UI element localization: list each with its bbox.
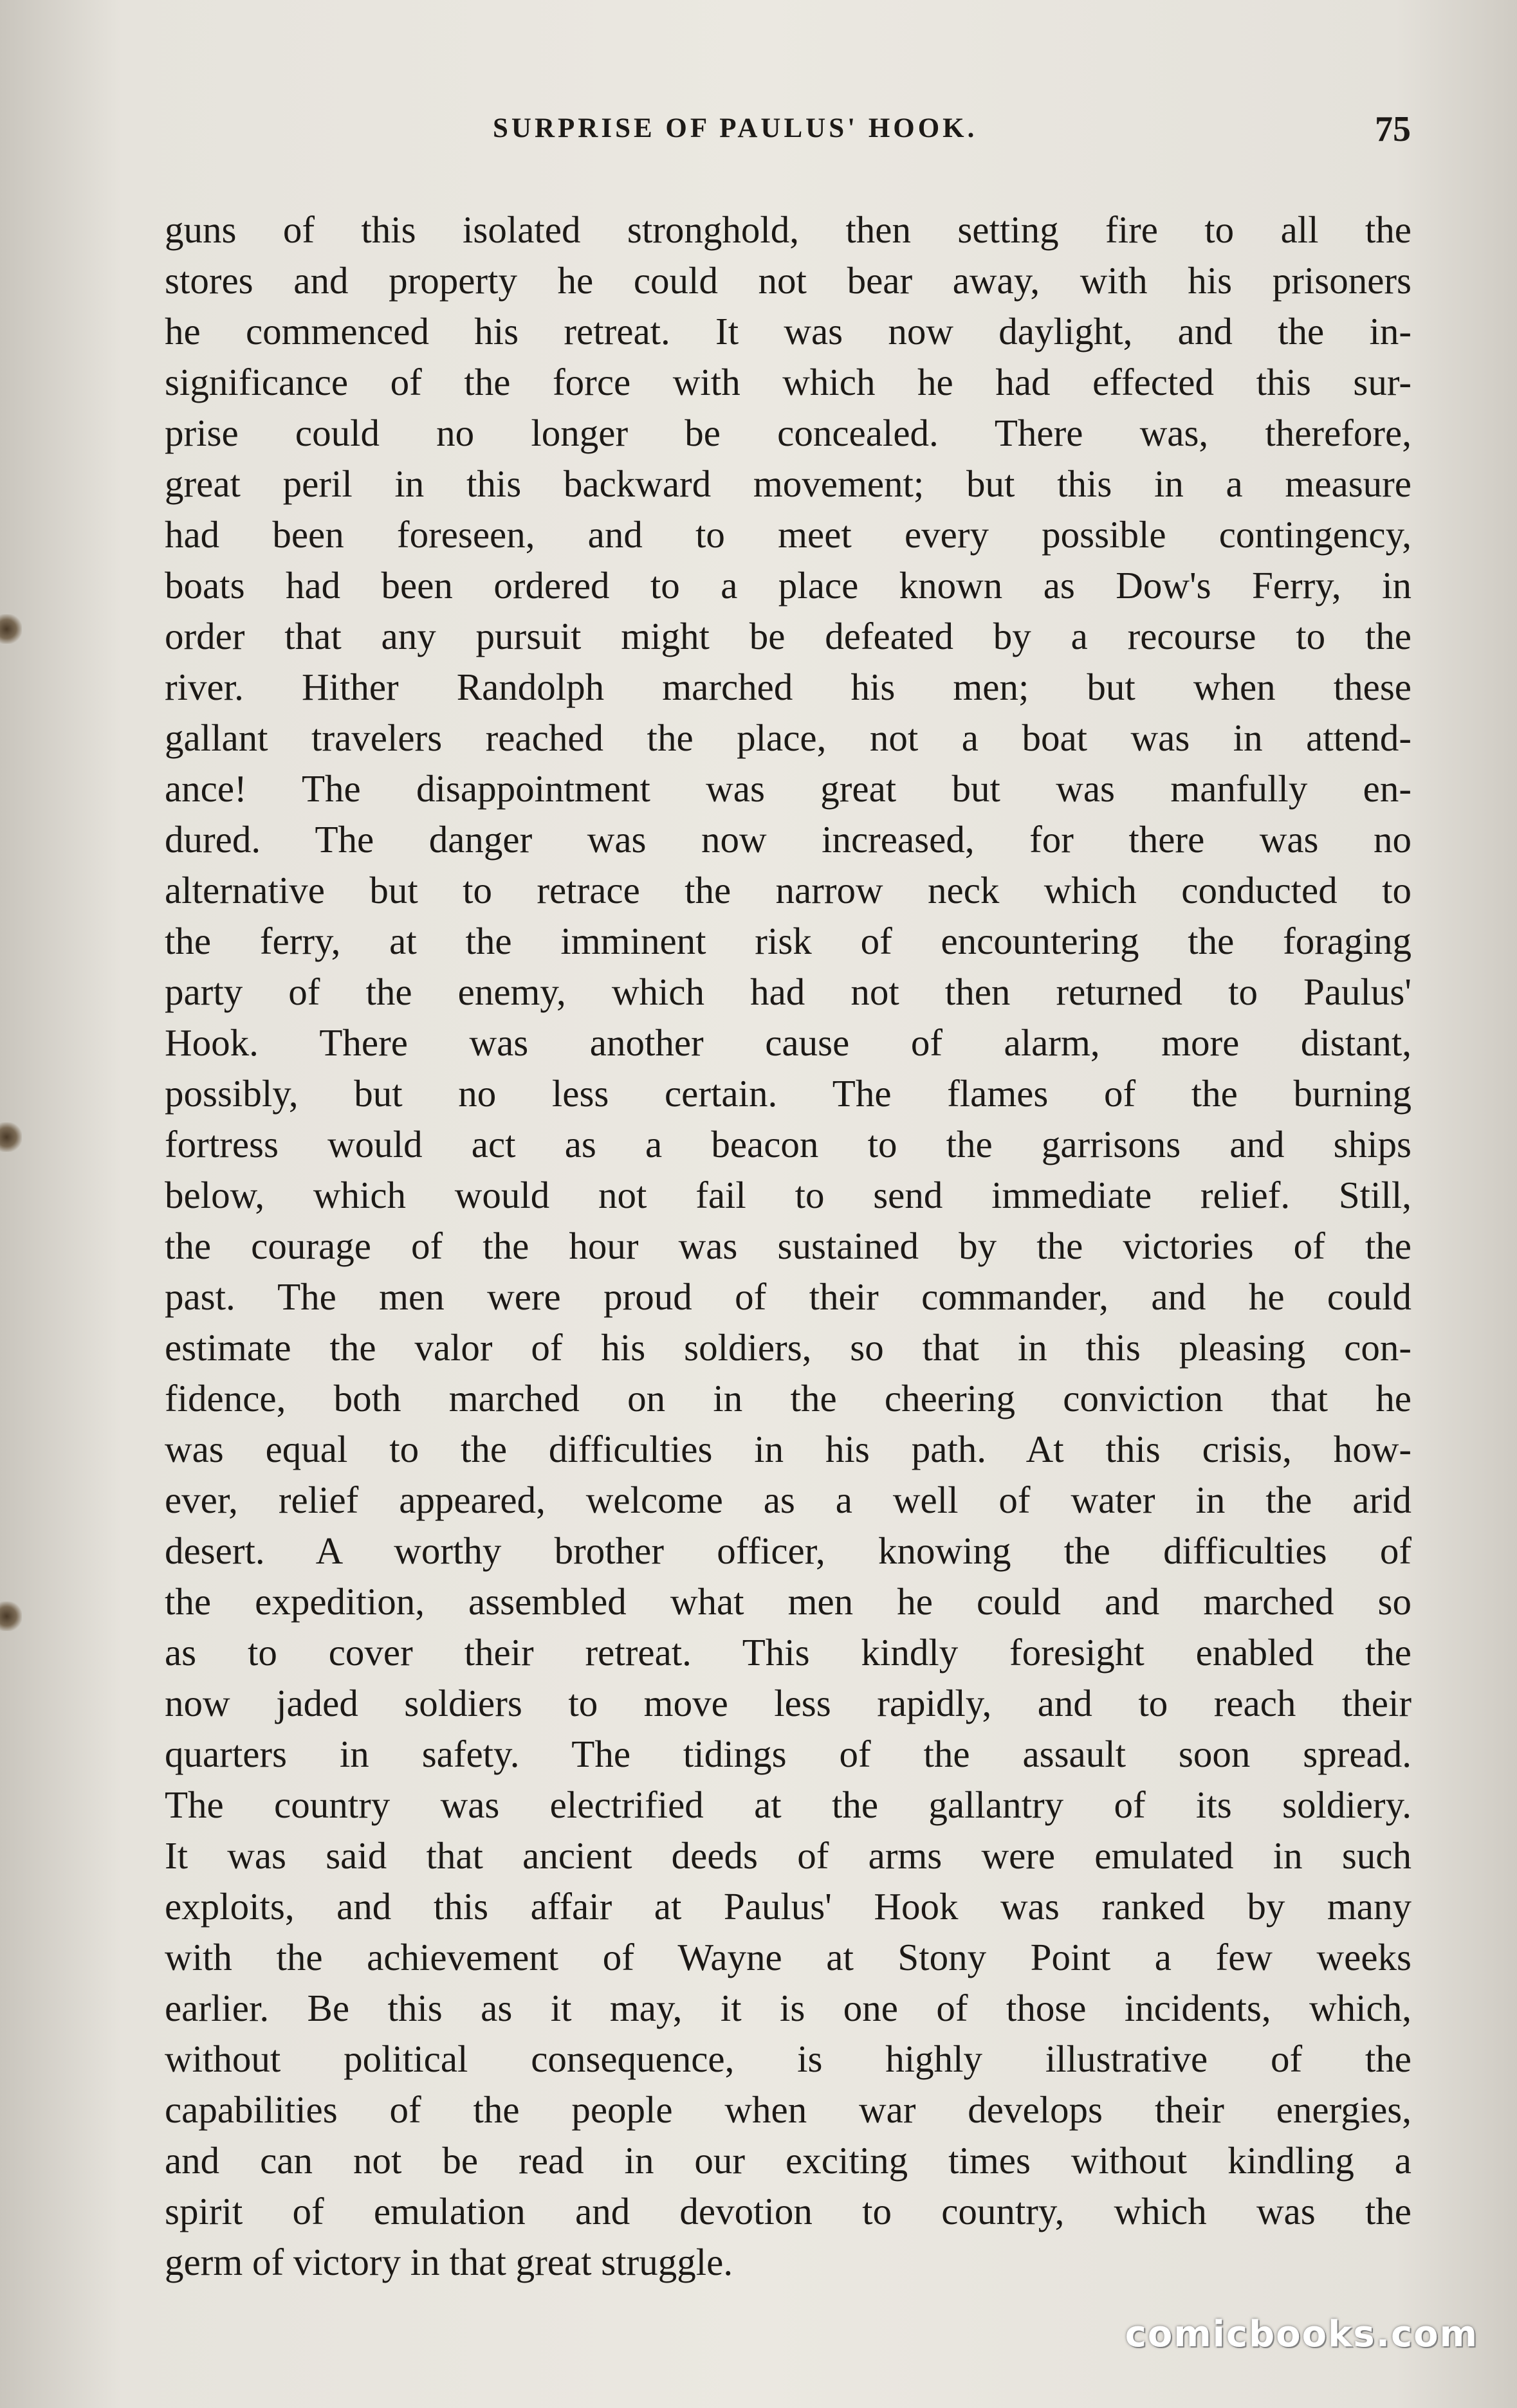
binding-hole	[0, 1122, 22, 1152]
text-line: The country was electrified at the gallantry of its soldiery.	[165, 1783, 1411, 1826]
text-line: was equal to the difficulties in his path. At this crisis, how-	[165, 1428, 1411, 1470]
text-line: the courage of the hour was sustained by the victories of the	[165, 1225, 1411, 1267]
text-line: possibly, but no less certain. The flames of the burning	[165, 1072, 1411, 1115]
text-line: guns of this isolated stronghold, then setting fire to all the	[165, 208, 1411, 251]
text-line: fortress would act as a beacon to the garrisons and ships	[165, 1123, 1411, 1165]
text-line: alternative but to retrace the narrow neck which conducted to	[165, 869, 1411, 911]
text-line: quarters in safety. The tidings of the assault soon spread.	[165, 1733, 1411, 1775]
text-line: below, which would not fail to send immediate relief. Still,	[165, 1174, 1411, 1216]
text-line: fidence, both marched on in the cheering conviction that he	[165, 1377, 1411, 1419]
watermark-logo: comicbooks.com	[1125, 2313, 1478, 2355]
text-line: without political consequence, is highly illustrative of the	[165, 2038, 1411, 2080]
text-line: stores and property he could not bear away, with his prisoners	[165, 259, 1411, 302]
text-line: earlier. Be this as it may, it is one of those incidents, which,	[165, 1987, 1411, 2029]
running-title: SURPRISE OF PAULUS' HOOK.	[493, 113, 978, 143]
binding-hole	[0, 614, 22, 644]
page-number: 75	[1375, 109, 1411, 149]
text-line: party of the enemy, which had not then returned to Paulus'	[165, 971, 1411, 1013]
text-line: Hook. There was another cause of alarm, more distant,	[165, 1021, 1411, 1064]
text-line: germ of victory in that great struggle.	[165, 2241, 733, 2283]
text-line: now jaded soldiers to move less rapidly, and to reach their	[165, 1682, 1411, 1724]
text-line: spirit of emulation and devotion to country, which was the	[165, 2190, 1411, 2232]
text-line: desert. A worthy brother officer, knowing the difficulties of	[165, 1529, 1411, 1572]
text-line: had been foreseen, and to meet every possible contingency,	[165, 513, 1411, 556]
text-line: and can not be read in our exciting times without kindling a	[165, 2139, 1411, 2182]
text-line: the expedition, assembled what men he could and marched so	[165, 1580, 1411, 1623]
text-line: he commenced his retreat. It was now daylight, and the in-	[165, 310, 1411, 352]
text-line: exploits, and this affair at Paulus' Hook was ranked by many	[165, 1885, 1411, 1928]
text-line: prise could no longer be concealed. There was, therefore,	[165, 412, 1411, 454]
text-line: past. The men were proud of their commander, and he could	[165, 1275, 1411, 1318]
text-line: estimate the valor of his soldiers, so that in this pleasing con-	[165, 1326, 1411, 1369]
binding-hole	[0, 1601, 22, 1631]
text-line: great peril in this backward movement; but this in a measure	[165, 462, 1411, 505]
text-line: order that any pursuit might be defeated by a recourse to the	[165, 615, 1411, 657]
text-line: the ferry, at the imminent risk of encountering the foraging	[165, 920, 1411, 962]
body-text	[165, 205, 1411, 2288]
text-line: ever, relief appeared, welcome as a well of water in the arid	[165, 1479, 1411, 1521]
text-line: capabilities of the people when war develops their energies,	[165, 2088, 1411, 2131]
text-line: boats had been ordered to a place known as Dow's Ferry, in	[165, 564, 1411, 607]
text-line: with the achievement of Wayne at Stony Point a few weeks	[165, 1936, 1411, 1978]
text-line: significance of the force with which he had effected this sur-	[165, 361, 1411, 403]
text-line: dured. The danger was now increased, for there was no	[165, 818, 1411, 861]
text-line: It was said that ancient deeds of arms were emulated in such	[165, 1834, 1411, 1877]
text-line: gallant travelers reached the place, not a boat was in attend-	[165, 716, 1411, 759]
page-header	[165, 109, 1411, 158]
text-line: ance! The disappointment was great but was manfully en-	[165, 767, 1411, 810]
text-line: as to cover their retreat. This kindly foresight enabled the	[165, 1631, 1411, 1674]
text-line: river. Hither Randolph marched his men; but when these	[165, 666, 1411, 708]
